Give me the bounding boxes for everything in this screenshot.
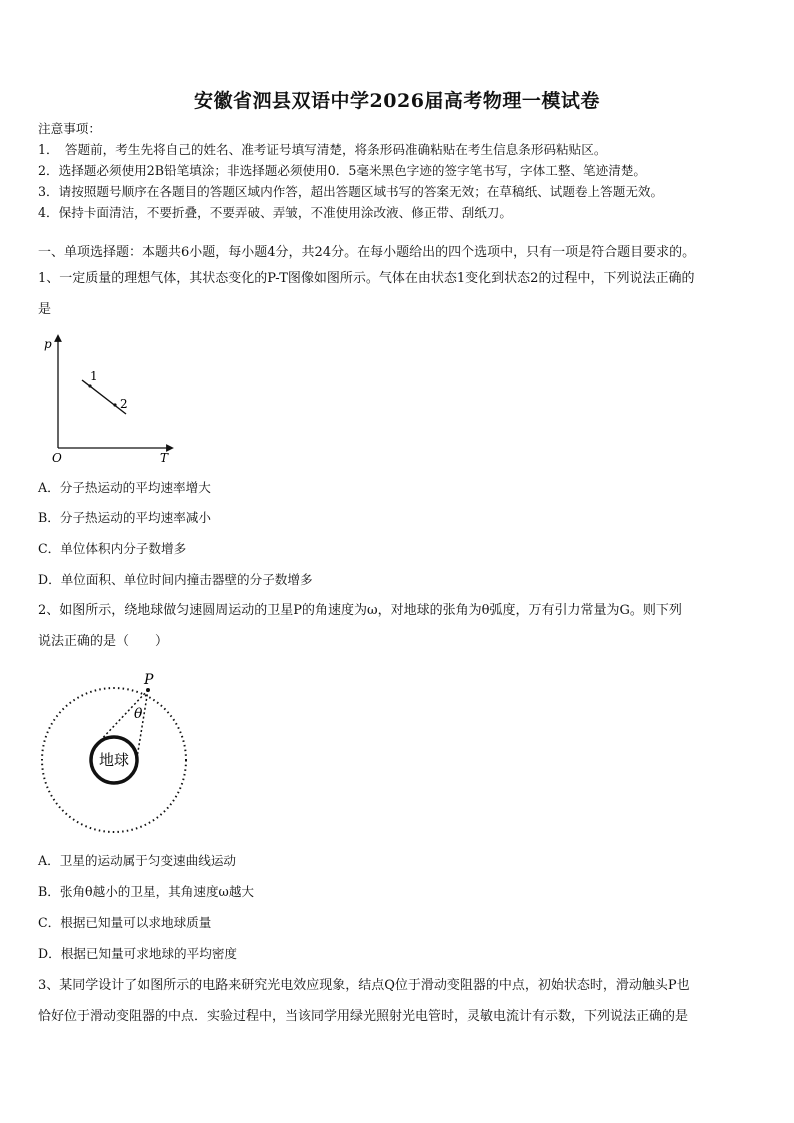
q2-stem-line1: 2、如图所示，绕地球做匀速圆周运动的卫星P的角速度为ω，对地球的张角为θ弧度，万有引力常量为G。则下列 [38,603,682,618]
state-label-1: 1 [90,369,98,383]
q2-option-d: D．根据已知量可求地球的平均密度 [38,946,238,961]
q2-option-b: B．张角θ越小的卫星，其角速度ω越大 [38,884,255,899]
satellite-point [146,688,150,692]
exam-title: 安徽省泗县双语中学2026届高考物理一模试卷 [194,90,600,112]
notice-item-2: 2．选择题必须使用2B铅笔填涂；非选择题必须使用0．5毫米黑色字迹的签字笔书写，字体工整、笔迹清楚。 [38,163,647,178]
q2-option-c: C．根据已知量可以求地球质量 [38,915,212,930]
state-point-1 [88,384,91,387]
angle-label: θ [134,706,143,722]
notice-item-4: 4．保持卡面清洁，不要折叠，不要弄破、弄皱，不准使用涂改液、修正带、刮纸刀。 [38,205,512,220]
tangent-line-right [135,690,148,770]
q1-option-d: D．单位面积、单位时间内撞击器壁的分子数增多 [38,572,313,587]
x-axis-label: T [160,451,169,464]
q3-stem-line1: 3、某同学设计了如图所示的电路来研究光电效应现象，结点Q位于滑动变阻器的中点，初始状态时，滑动触头P也 [38,978,690,993]
earth-label: 地球 [99,751,130,769]
q2-satellite-figure [38,670,198,840]
state-label-2: 2 [120,397,128,411]
section-heading: 一、单项选择题：本题共6小题，每小题4分，共24分。在每小题给出的四个选项中，只有一项是符合题目要求的。 [38,245,696,260]
origin-label: O [52,451,62,464]
q1-stem-line1: 1、一定质量的理想气体，其状态变化的P-T图像如图所示。气体在由状态1变化到状态2的过程中，下列说法正确的 [38,271,695,286]
state-point-2 [113,403,116,406]
notice-heading: 注意事项： [38,121,101,136]
q1-pt-graph [38,332,188,464]
q1-option-c: C．单位体积内分子数增多 [38,541,187,556]
q2-option-a: A．卫星的运动属于匀变速曲线运动 [38,853,237,868]
y-axis-label: p [44,337,52,351]
notice-item-3: 3．请按照题号顺序在各题目的答题区域内作答，超出答题区域书写的答案无效；在草稿纸、试题卷上答题无效。 [38,184,664,199]
q3-stem-line2: 恰好位于滑动变阻器的中点．实验过程中，当该同学用绿光照射光电管时，灵敏电流计有示数，下列说法正确的是 [38,1009,689,1024]
satellite-label: P [144,672,154,688]
q1-stem-line2: 是 [38,302,52,317]
notice-item-1: 1． 答题前，考生先将自己的姓名、准考证号填写清楚，将条形码准确粘贴在考生信息条形码粘贴区。 [38,142,607,157]
q1-option-a: A．分子热运动的平均速率增大 [38,480,211,495]
q2-stem-line2: 说法正确的是（ ） [38,634,169,649]
q1-option-b: B．分子热运动的平均速率减小 [38,510,211,525]
